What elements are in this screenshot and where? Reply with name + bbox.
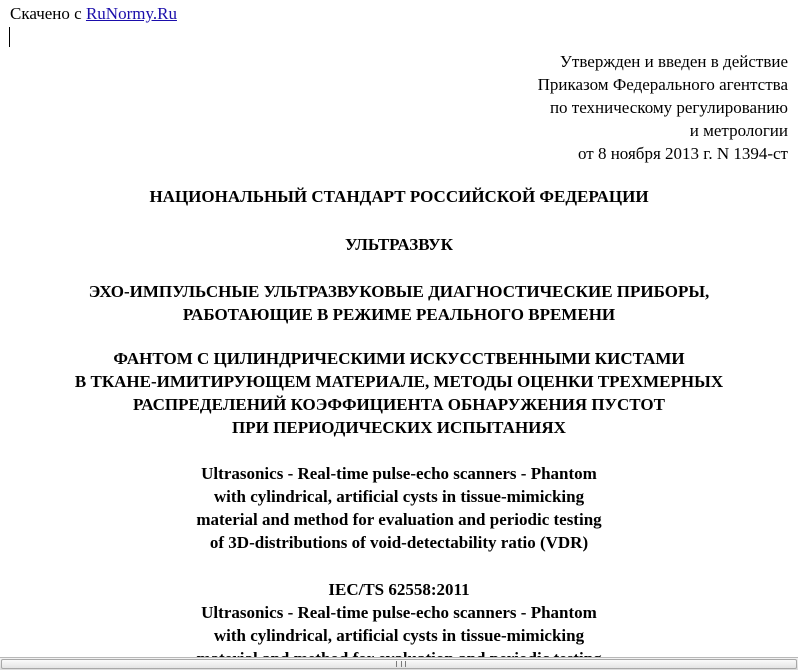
iec-title-line: with cylindrical, artificial cysts in tissue-mimicking — [213, 626, 585, 645]
subtitle-line: ФАНТОМ С ЦИЛИНДРИЧЕСКИМИ ИСКУССТВЕННЫМИ КИСТАМИ — [113, 349, 685, 368]
standard-heading-text: НАЦИОНАЛЬНЫЙ СТАНДАРТ РОССИЙСКОЙ ФЕДЕРАЦИИ — [149, 187, 649, 206]
standard-heading — [0, 185, 798, 208]
subtitle-line: ПРИ ПЕРИОДИЧЕСКИХ ИСПЫТАНИЯХ — [232, 418, 566, 437]
subtitle-line: В ТКАНЕ-ИМИТИРУЮЩЕМ МАТЕРИАЛЕ, МЕТОДЫ ОЦЕНКИ ТРЕХМЕРНЫХ — [74, 372, 724, 391]
standard-subject-text: УЛЬТРАЗВУК — [344, 235, 453, 254]
title-line: ЭХО-ИМПУЛЬСНЫЕ УЛЬТРАЗВУКОВЫЕ ДИАГНОСТИЧЕСКИЕ ПРИБОРЫ, — [88, 282, 710, 301]
english-title-line: Ultrasonics - Real-time pulse-echo scanners - Phantom — [201, 464, 597, 483]
subtitle-line: РАСПРЕДЕЛЕНИЙ КОЭФФИЦИЕНТА ОБНАРУЖЕНИЯ ПУСТОТ — [133, 395, 665, 414]
approval-line: по техническому регулированию — [549, 98, 788, 117]
approval-block — [538, 50, 788, 165]
english-title-line: with cylindrical, artificial cysts in tissue-mimicking — [213, 487, 585, 506]
approval-line: Утвержден и введен в действие — [559, 52, 788, 71]
runormy-link[interactable]: RuNormy.Ru — [85, 4, 177, 23]
iec-code: IEC/TS 62558:2011 — [328, 580, 470, 599]
horizontal-scrollbar[interactable] — [0, 657, 798, 670]
scrollbar-thumb[interactable] — [1, 659, 797, 669]
approval-line: от 8 ноября 2013 г. N 1394-ст — [578, 144, 788, 163]
standard-title — [0, 280, 798, 326]
approval-line: и метрологии — [689, 121, 788, 140]
title-line: РАБОТАЮЩИЕ В РЕЖИМЕ РЕАЛЬНОГО ВРЕМЕНИ — [182, 305, 616, 324]
approval-line: Приказом Федерального агентства — [537, 75, 788, 94]
download-source-line — [10, 4, 177, 24]
standard-subtitle — [0, 347, 798, 439]
download-prefix: Скачено с — [10, 4, 82, 23]
iec-title-line: Ultrasonics - Real-time pulse-echo scanners - Phantom — [201, 603, 597, 622]
grip-icon — [396, 661, 406, 667]
english-title — [0, 462, 798, 554]
english-title-line: of 3D-distributions of void-detectability ratio (VDR) — [209, 533, 589, 552]
standard-subject — [0, 233, 798, 256]
text-caret — [9, 27, 10, 47]
english-title-line: material and method for evaluation and periodic testing — [196, 510, 602, 529]
